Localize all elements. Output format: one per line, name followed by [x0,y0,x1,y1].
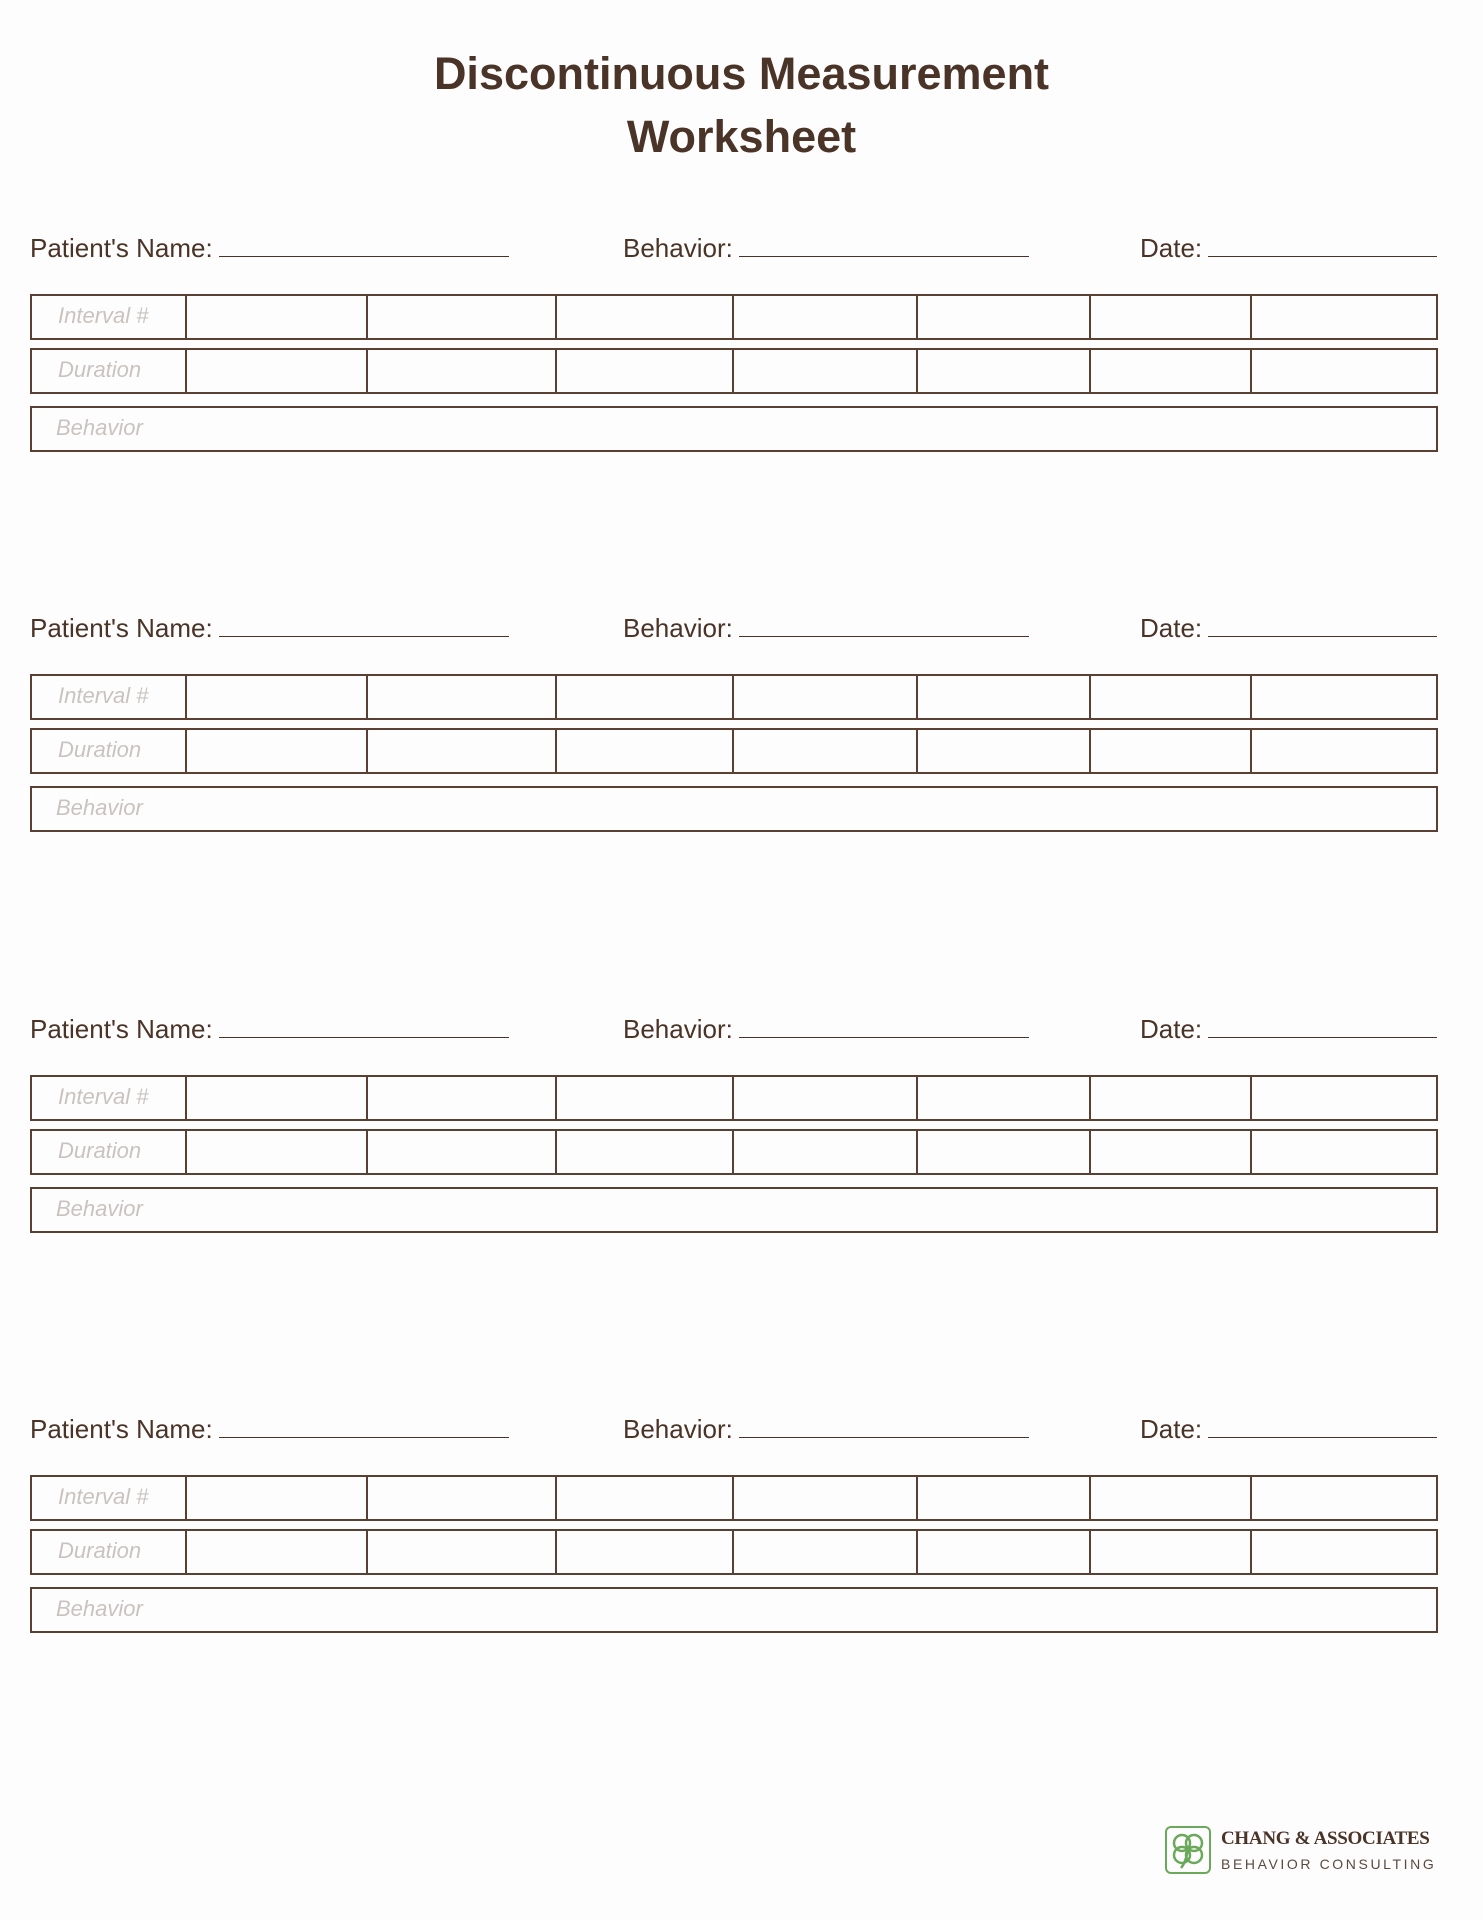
patient-name-line[interactable] [219,1413,509,1438]
info-row [30,232,1436,272]
patient-name-label: Patient's Name: [30,1014,213,1044]
duration-row-label-cell [32,1531,185,1573]
duration-row-cell[interactable] [555,730,732,772]
duration-row-cell[interactable] [732,1131,916,1173]
duration-row-cell[interactable] [916,730,1089,772]
interval-row-label-cell [32,1077,185,1119]
duration-row-label: Duration [58,1138,142,1163]
behavior-notes-label: Behavior [56,1196,143,1221]
logo-subtitle: BEHAVIOR CONSULTING [1221,1856,1437,1872]
duration-row-label-cell [32,730,185,772]
interval-row-cell[interactable] [732,296,916,338]
duration-row-cell[interactable] [366,1131,555,1173]
duration-row-cell[interactable] [555,1131,732,1173]
interval-row-cell[interactable] [185,296,366,338]
info-row [30,612,1436,652]
duration-row-cell[interactable] [916,350,1089,392]
behavior-notes-label: Behavior [56,415,143,440]
duration-row-cell[interactable] [366,730,555,772]
date-line[interactable] [1208,1013,1437,1038]
duration-row [30,348,1438,394]
duration-row-label-cell [32,350,185,392]
interval-row-cell[interactable] [1250,1477,1436,1519]
date-line[interactable] [1208,612,1437,637]
info-row [30,1413,1436,1453]
interval-row-cell[interactable] [555,676,732,718]
interval-row [30,1475,1438,1521]
patient-name-field[interactable] [30,612,509,644]
duration-row-cell[interactable] [555,1531,732,1573]
behavior-line[interactable] [739,1413,1029,1438]
interval-row-cell[interactable] [1089,676,1250,718]
duration-row-cell[interactable] [366,1531,555,1573]
behavior-notes-label: Behavior [56,795,143,820]
duration-row-cell[interactable] [185,1531,366,1573]
title-line-1: Discontinuous Measurement [433,48,1050,99]
behavior-line[interactable] [739,1013,1029,1038]
duration-row [30,728,1438,774]
title-line-2: Worksheet [626,111,857,162]
patient-name-line[interactable] [219,232,509,257]
behavior-notes-row[interactable] [30,1187,1438,1233]
interval-row-label: Interval # [58,303,149,328]
behavior-notes-row[interactable] [30,786,1438,832]
interval-row-cell[interactable] [732,1477,916,1519]
interval-row-label: Interval # [58,683,149,708]
behavior-label: Behavior: [623,233,733,263]
duration-row-cell[interactable] [1250,1531,1436,1573]
interval-row-cell[interactable] [555,1477,732,1519]
duration-row-cell[interactable] [185,730,366,772]
duration-row-cell[interactable] [555,350,732,392]
logo-name: CHANG & ASSOCIATES [1221,1828,1430,1849]
behavior-label: Behavior: [623,613,733,643]
duration-row-cell[interactable] [916,1531,1089,1573]
behavior-notes-label: Behavior [56,1596,143,1621]
patient-name-label: Patient's Name: [30,613,213,643]
behavior-field[interactable] [623,612,1029,644]
interval-row-cell[interactable] [185,1477,366,1519]
patient-name-field[interactable] [30,232,509,264]
interval-row-cell[interactable] [366,676,555,718]
duration-row-cell[interactable] [1089,350,1250,392]
company-logo [1165,1826,1440,1880]
patient-name-label: Patient's Name: [30,1414,213,1444]
date-field[interactable] [1140,1013,1437,1045]
interval-row-cell[interactable] [555,296,732,338]
interval-row-label: Interval # [58,1084,149,1109]
patient-name-field[interactable] [30,1013,509,1045]
duration-row-cell[interactable] [916,1131,1089,1173]
interval-row-cell[interactable] [916,1477,1089,1519]
interval-row-label-cell [32,676,185,718]
page-title [0,42,1483,168]
date-label: Date: [1140,233,1203,263]
behavior-line[interactable] [739,232,1029,257]
patient-name-label: Patient's Name: [30,233,213,263]
interval-row-cell[interactable] [732,676,916,718]
duration-row-label: Duration [58,357,142,382]
interval-row-cell[interactable] [366,296,555,338]
date-line[interactable] [1208,1413,1437,1438]
behavior-field[interactable] [623,1013,1029,1045]
interval-row [30,674,1438,720]
interval-row-cell[interactable] [1089,1077,1250,1119]
behavior-notes-row[interactable] [30,1587,1438,1633]
duration-row-cell[interactable] [185,350,366,392]
date-field[interactable] [1140,612,1437,644]
interval-row-cell[interactable] [1250,296,1436,338]
date-label: Date: [1140,1414,1203,1444]
behavior-line[interactable] [739,612,1029,637]
interval-row-cell[interactable] [916,296,1089,338]
duration-row-cell[interactable] [1089,1531,1250,1573]
clover-icon [1165,1826,1211,1874]
interval-row-cell[interactable] [1250,676,1436,718]
interval-row-cell[interactable] [1250,1077,1436,1119]
interval-row-cell[interactable] [185,676,366,718]
interval-row-cell[interactable] [916,1077,1089,1119]
date-label: Date: [1140,613,1203,643]
duration-row-cell[interactable] [1250,1131,1436,1173]
behavior-field[interactable] [623,232,1029,264]
duration-row [30,1129,1438,1175]
interval-row-cell[interactable] [555,1077,732,1119]
interval-row-cell[interactable] [366,1477,555,1519]
duration-row-cell[interactable] [732,350,916,392]
duration-row-cell[interactable] [732,730,916,772]
duration-row-cell[interactable] [732,1531,916,1573]
interval-row-label: Interval # [58,1484,149,1509]
interval-row-cell[interactable] [366,1077,555,1119]
duration-row-label-cell [32,1131,185,1173]
duration-row [30,1529,1438,1575]
behavior-notes-row[interactable] [30,406,1438,452]
duration-row-cell[interactable] [366,350,555,392]
patient-name-line[interactable] [219,1013,509,1038]
behavior-field[interactable] [623,1413,1029,1445]
duration-row-cell[interactable] [1250,350,1436,392]
behavior-label: Behavior: [623,1014,733,1044]
duration-row-label: Duration [58,737,142,762]
behavior-label: Behavior: [623,1414,733,1444]
interval-row-cell[interactable] [1089,1477,1250,1519]
interval-row-cell[interactable] [1089,296,1250,338]
duration-row-cell[interactable] [185,1131,366,1173]
date-field[interactable] [1140,1413,1437,1445]
duration-row-label: Duration [58,1538,142,1563]
interval-row-label-cell [32,296,185,338]
duration-row-cell[interactable] [1089,730,1250,772]
interval-row-cell[interactable] [732,1077,916,1119]
interval-row [30,1075,1438,1121]
interval-row-cell[interactable] [916,676,1089,718]
date-field[interactable] [1140,232,1437,264]
date-label: Date: [1140,1014,1203,1044]
patient-name-field[interactable] [30,1413,509,1445]
interval-row-cell[interactable] [185,1077,366,1119]
duration-row-cell[interactable] [1089,1131,1250,1173]
interval-row-label-cell [32,1477,185,1519]
patient-name-line[interactable] [219,612,509,637]
info-row [30,1013,1436,1053]
interval-row [30,294,1438,340]
duration-row-cell[interactable] [1250,730,1436,772]
date-line[interactable] [1208,232,1437,257]
